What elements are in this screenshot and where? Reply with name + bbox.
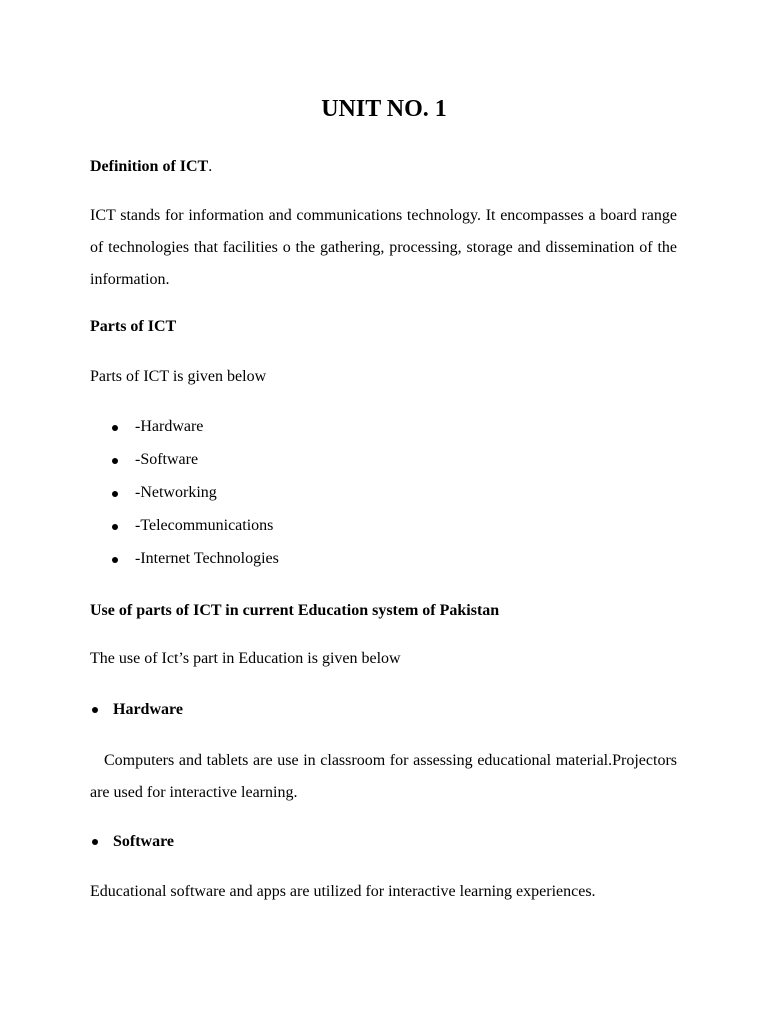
definition-heading-suffix: . [208,158,213,175]
list-item [110,415,279,448]
list-item [110,448,279,481]
parts-list [110,415,279,580]
list-item-text: -Telecommunications [135,517,274,534]
use-heading: Use of parts of ICT in current Education system of Pakistan [90,602,500,619]
hardware-heading [90,699,183,721]
list-item-text: -Hardware [135,418,204,435]
hardware-heading-text: Hardware [113,701,183,718]
list-item [110,481,279,514]
hardware-paragraph: Computers and tablets are use in classroom for assessing educational material.Projectors are used for interactive learning. [90,752,677,801]
bullet-icon [112,491,118,497]
parts-intro: Parts of ICT is given below [90,368,267,385]
list-item-text: -Networking [135,484,217,501]
list-item [110,547,279,580]
definition-paragraph: ICT stands for information and communications technology. It encompasses a board range of technologies that facilities o the gathering, processing, storage and dissemination of the information. [90,207,677,288]
bullet-icon [112,524,118,530]
list-item-text: -Software [135,451,199,468]
definition-heading-text: Definition of ICT [90,158,209,175]
bullet-icon [92,839,98,845]
parts-heading: Parts of ICT [90,318,177,335]
bullet-icon [112,458,118,464]
definition-heading [90,156,212,178]
bullet-icon [92,707,98,713]
software-heading [90,831,174,853]
page-title: UNIT NO. 1 [321,96,447,122]
bullet-icon [112,425,118,431]
software-heading-text: Software [113,833,175,850]
software-paragraph: Educational software and apps are utilized for interactive learning experiences. [90,883,596,900]
use-intro: The use of Ict’s part in Education is given below [90,650,401,667]
list-item-text: -Internet Technologies [135,550,279,567]
list-item [110,514,279,547]
bullet-icon [112,557,118,563]
